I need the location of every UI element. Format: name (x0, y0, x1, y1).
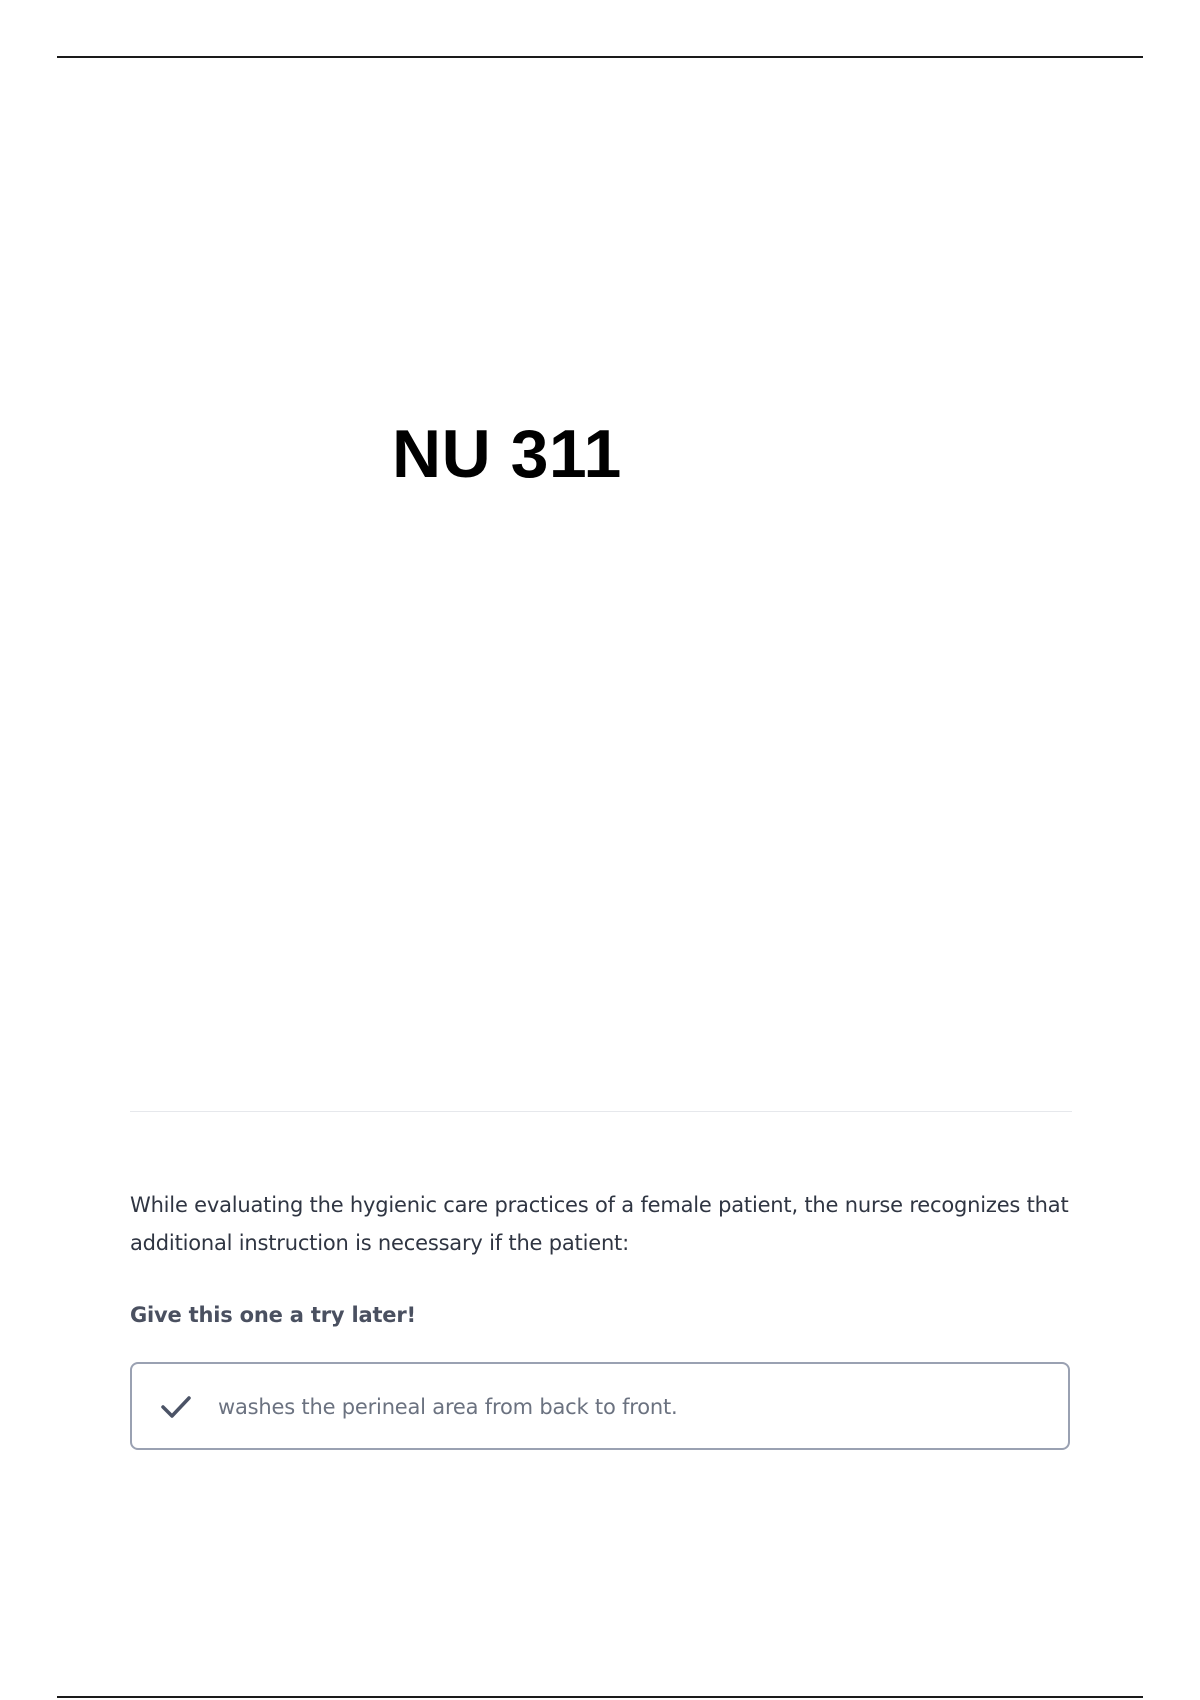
answer-option[interactable] (130, 1362, 1070, 1450)
top-rule (57, 56, 1143, 58)
answer-text: washes the perineal area from back to front. (218, 1395, 678, 1419)
question-text: While evaluating the hygienic care practices of a female patient, the nurse recognizes that additional instruction is necessary if the patient: (130, 1193, 1069, 1255)
check-icon (160, 1394, 192, 1420)
course-code-title: NU 311 (392, 416, 622, 492)
hint-text: Give this one a try later! (130, 1303, 416, 1327)
section-divider (130, 1111, 1072, 1112)
bottom-rule (57, 1696, 1143, 1698)
